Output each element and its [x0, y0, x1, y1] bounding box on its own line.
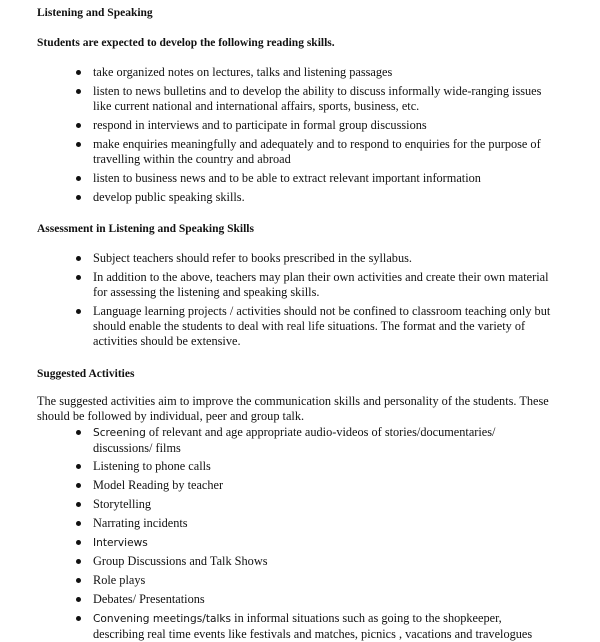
list-item: take organized notes on lectures, talks and listening passages — [0, 65, 555, 80]
list-item: listen to business news and to be able to extract relevant important information — [0, 171, 555, 186]
bullet-icon — [76, 176, 81, 181]
assessment-list — [0, 251, 600, 349]
list-item: develop public speaking skills. — [0, 190, 555, 205]
bullet-icon — [76, 256, 81, 261]
list-item: make enquiries meaningfully and adequately and to respond to enquiries for the purpose of travelling within the country and abroad — [0, 137, 555, 167]
bullet-icon — [76, 275, 81, 280]
skills-list — [0, 65, 600, 205]
list-item: Narrating incidents — [0, 516, 555, 532]
bullet-icon — [76, 464, 81, 469]
bullet-icon — [76, 89, 81, 94]
bullet-icon — [76, 483, 81, 488]
list-item: respond in interviews and to participate in formal group discussions — [0, 118, 555, 133]
list-item: listen to news bulletins and to develop the ability to discuss informally wide-ranging issues like current national and international affairs, sports, business, etc. — [0, 84, 555, 114]
list-item: Group Discussions and Talk Shows — [0, 554, 555, 570]
list-item: Role plays — [0, 573, 555, 589]
list-item: Debates/ Presentations — [0, 592, 555, 608]
list-item: Listening to phone calls — [0, 459, 555, 475]
section-title-listening-speaking: Listening and Speaking — [37, 7, 153, 19]
bullet-icon — [76, 502, 81, 507]
section-title-assessment: Assessment in Listening and Speaking Skills — [37, 223, 254, 235]
activities-intro: The suggested activities aim to improve the communication skills and personality of the students. These should be followed by individual, peer and group talk. — [37, 394, 549, 423]
bullet-icon — [76, 559, 81, 564]
bullet-icon — [76, 142, 81, 147]
section-subtitle-reading-skills: Students are expected to develop the following reading skills. — [37, 37, 335, 49]
bullet-icon — [76, 123, 81, 128]
list-item: Convening meetings/talks in informal situations such as going to the shopkeeper, describing real time events like festivals and matches, picnics , vacations and travelogues — [0, 611, 555, 642]
list-item: Model Reading by teacher — [0, 478, 555, 494]
list-item: Subject teachers should refer to books prescribed in the syllabus. — [0, 251, 555, 266]
section-title-suggested-activities: Suggested Activities — [37, 368, 135, 380]
list-item: Interviews — [0, 535, 555, 551]
list-item: In addition to the above, teachers may plan their own activities and create their own material for assessing the listening and speaking skills. — [0, 270, 555, 300]
bullet-icon — [76, 578, 81, 583]
list-item: Screening of relevant and age appropriate audio-videos of stories/documentaries/ discussions/ films — [0, 425, 555, 456]
bullet-icon — [76, 521, 81, 526]
bullet-icon — [76, 70, 81, 75]
list-item: Storytelling — [0, 497, 555, 513]
bullet-icon — [76, 195, 81, 200]
bullet-icon — [76, 616, 81, 621]
bullet-icon — [76, 430, 81, 435]
bullet-icon — [76, 597, 81, 602]
activities-list — [0, 425, 600, 642]
bullet-icon — [76, 309, 81, 314]
bullet-icon — [76, 540, 81, 545]
list-item: Language learning projects / activities should not be confined to classroom teaching only but should enable the students to deal with real life situations. The format and the variety of activities should be extensive. — [0, 304, 555, 349]
